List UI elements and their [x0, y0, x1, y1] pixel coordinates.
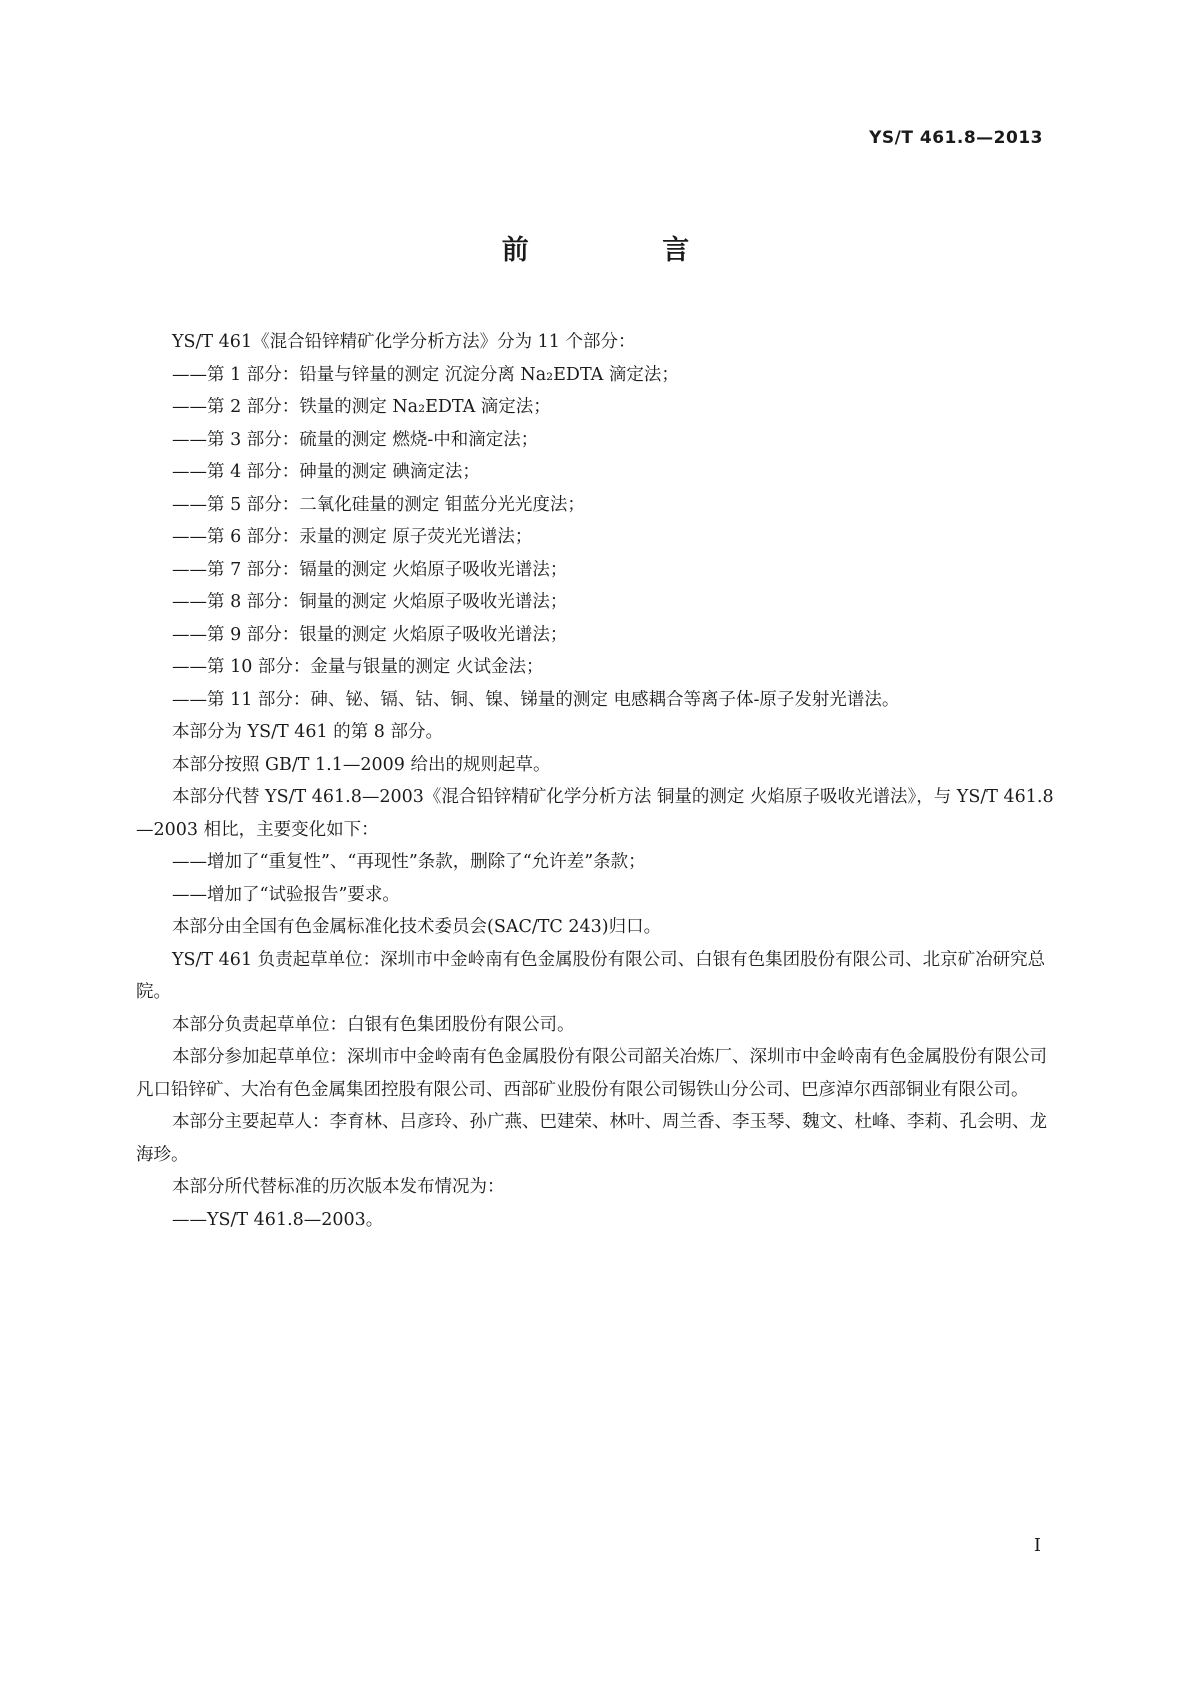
standard-code: YS/T 461.8—2013	[869, 128, 1043, 148]
list-item: ——第 3 部分：硫量的测定 燃烧-中和滴定法；	[172, 429, 539, 450]
replacement-statement: 本部分代替 YS/T 461.8—2003《混合铅锌精矿化学分析方法 铜量的测定 火焰原子吸收光谱法》，与 YS/T 461.8—2003 相比，主要变化如下：	[136, 787, 1054, 840]
list-item: ——第 4 部分：砷量的测定 碘滴定法；	[172, 462, 480, 482]
intro-paragraph: YS/T 461《混合铅锌精矿化学分析方法》分为 11 个部分：	[172, 332, 636, 352]
centralized-statement: 本部分由全国有色金属标准化技术委员会(SAC/TC 243)归口。	[172, 917, 662, 937]
list-item: ——第 1 部分：铅量与锌量的测定 沉淀分离 Na₂EDTA 滴定法；	[172, 364, 679, 385]
document-body	[136, 326, 1054, 1236]
list-item: ——增加了“试验报告”要求。	[172, 884, 400, 905]
list-item: ——第 11 部分：砷、铋、镉、钴、铜、镍、锑量的测定 电感耦合等离子体-原子发射光谱法。	[172, 689, 900, 710]
history-statement: 本部分所代替标准的历次版本发布情况为：	[172, 1177, 505, 1197]
list-item: ——第 10 部分：金量与银量的测定 火试金法；	[172, 657, 544, 677]
changes-list	[136, 846, 1054, 911]
list-item: ——第 7 部分：镉量的测定 火焰原子吸收光谱法；	[172, 559, 568, 580]
list-item: ——第 8 部分：铜量的测定 火焰原子吸收光谱法；	[172, 592, 568, 612]
list-item: ——第 6 部分：汞量的测定 原子荧光光谱法；	[172, 527, 533, 547]
list-item: ——YS/T 461.8—2003。	[172, 1209, 384, 1230]
list-item: ——第 5 部分：二氧化硅量的测定 钼蓝分光光度法；	[172, 494, 585, 515]
page-number: I	[1033, 1535, 1041, 1556]
participating-units: 本部分参加起草单位：深圳市中金岭南有色金属股份有限公司韶关冶炼厂、深圳市中金岭南有色金属股份有限公司凡口铅锌矿、大冶有色金属集团控股有限公司、西部矿业股份有限公司锡铁山分公司、巴彦淖尔西部铜业有限公司。	[136, 1047, 1047, 1100]
main-drafters: 本部分主要起草人：李育林、吕彦玲、孙广燕、巴建荣、林叶、周兰香、李玉琴、魏文、杜峰、李莉、孔会明、龙海珍。	[136, 1112, 1047, 1165]
part-drafting-unit: 本部分负责起草单位：白银有色集团股份有限公司。	[172, 1014, 575, 1035]
list-item: ——第 2 部分：铁量的测定 Na₂EDTA 滴定法；	[172, 397, 551, 417]
rules-statement: 本部分按照 GB/T 1.1—2009 给出的规则起草。	[172, 754, 551, 775]
parts-list	[136, 359, 1054, 717]
history-list	[136, 1204, 1054, 1237]
series-drafting-units: YS/T 461 负责起草单位：深圳市中金岭南有色金属股份有限公司、白银有色集团股份有限公司、北京矿冶研究总院。	[136, 949, 1046, 1002]
page-title: 前 言	[501, 235, 752, 266]
list-item: ——增加了“重复性”、“再现性”条款，删除了“允许差”条款；	[172, 852, 646, 872]
list-item: ——第 9 部分：银量的测定 火焰原子吸收光谱法；	[172, 624, 568, 645]
part-statement: 本部分为 YS/T 461 的第 8 部分。	[172, 722, 443, 742]
